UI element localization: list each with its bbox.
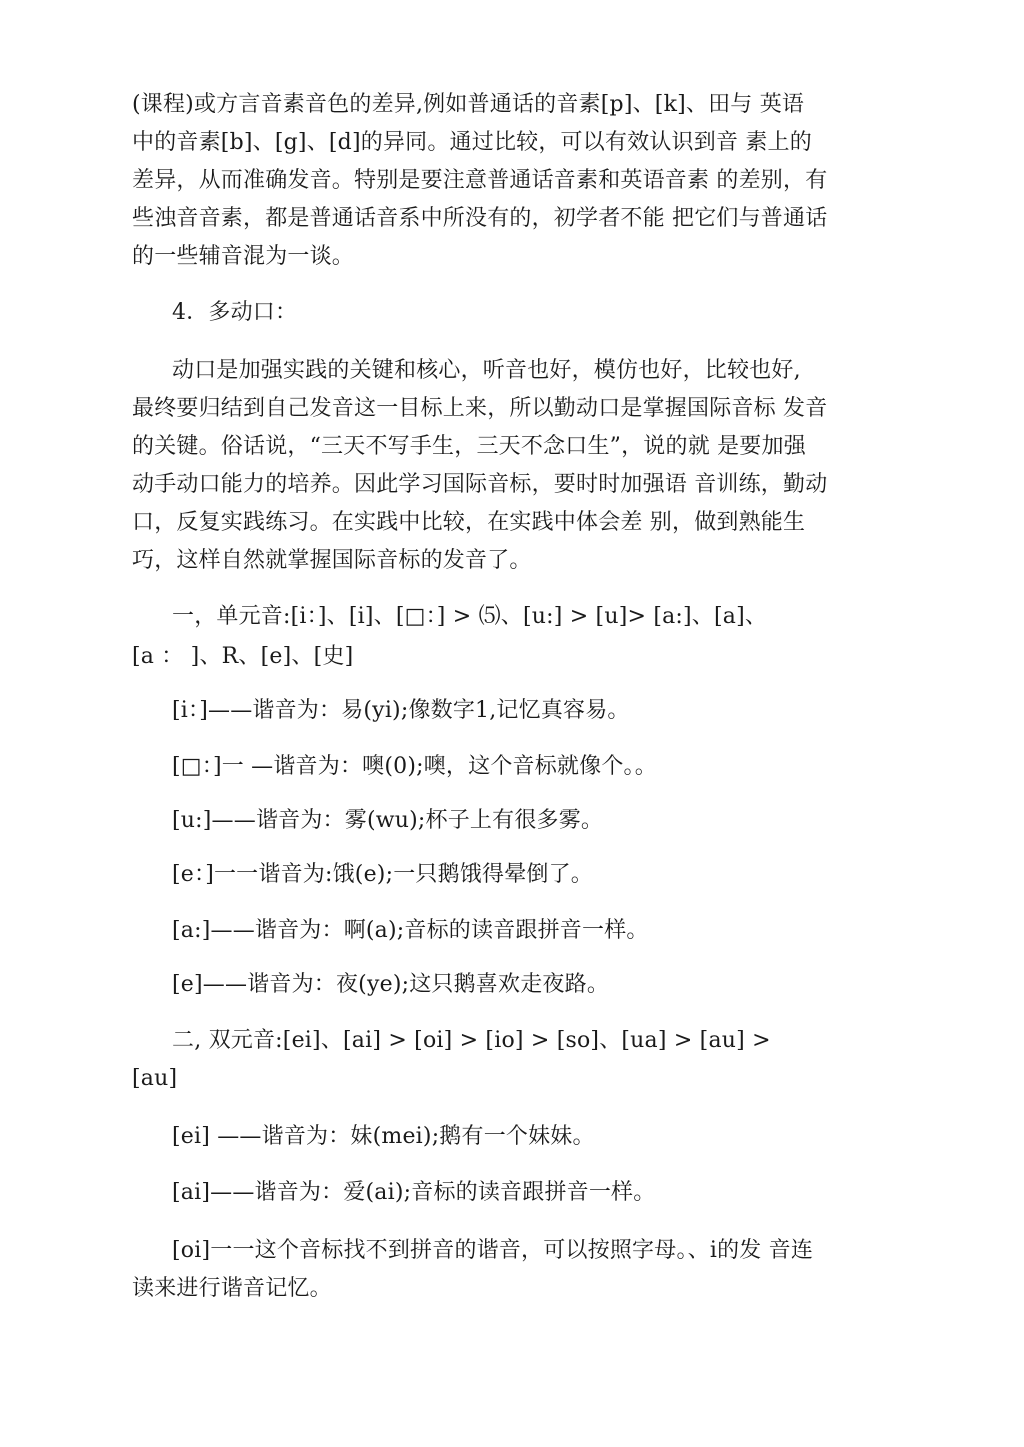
text-line: 最终要归结到自己发音这一目标上来，所以勤动口是掌握国际音标 发音	[132, 396, 828, 421]
entry-text: [u:]——谐音为：雾(wu);杯子上有很多雾。	[172, 808, 604, 833]
entry-text: [oi]一一这个音标找不到拼音的谐音，可以按照字母。、i的发 音连	[172, 1238, 814, 1263]
text-line: 的一些辅音混为一谈。	[132, 244, 355, 269]
text-line: 的关键。俗话说，“三天不写手生，三天不念口生”，说的就 是要加强	[132, 434, 806, 459]
entry-text: [□：]一 —谐音为：噢(0);噢，这个音标就像个。。	[172, 754, 657, 779]
entry-text: [e]——谐音为：夜(ye);这只鹅喜欢走夜路。	[172, 972, 610, 997]
text-line: 一，单元音:[i：]、[i]、[□：] > ⑸、[u:] > [u]> [a:]、[a]、	[172, 604, 768, 629]
text-line: [au]	[132, 1066, 178, 1091]
entry-text: [a:]——谐音为：啊(a);音标的读音跟拼音一样。	[172, 918, 649, 943]
text-line: 些浊音音素，都是普通话音系中所没有的，初学者不能 把它们与普通话	[132, 206, 828, 231]
text-line: 差异，从而准确发音。特别是要注意普通话音素和英语音素 的差别，有	[132, 168, 828, 193]
entry-text: [e：]一一谐音为:饿(e);一只鹅饿得晕倒了。	[172, 862, 593, 887]
entry-text: 读来进行谐音记忆。	[132, 1276, 332, 1301]
text-line: 二, 双元音:[ei]、[ai] > [oi] > [io] > [so]、[ua] > [au] >	[172, 1028, 771, 1053]
entry-text: [ei] ——谐音为：妹(mei);鹅有一个妹妹。	[172, 1124, 595, 1149]
text-line: (课程)或方言音素音色的差异,例如普通话的音素[p]、[k]、田与 英语	[132, 92, 805, 117]
heading-text: 4．多动口：	[172, 300, 298, 325]
text-line: 动口是加强实践的关键和核心，听音也好，模仿也好，比较也好,	[172, 358, 801, 383]
entry-text: [ai]——谐音为：爱(ai);音标的读音跟拼音一样。	[172, 1180, 656, 1205]
text-line: 口，反复实践练习。在实践中比较，在实践中体会差 别，做到熟能生	[132, 510, 806, 535]
entry-text: [i：]——谐音为：易(yi);像数字1,记忆真容易。	[172, 698, 630, 723]
text-line: [a ： ]、R、[e]、[史]	[132, 644, 354, 669]
text-line: 中的音素[b]、[g]、[d]的异同。通过比较，可以有效认识到音 素上的	[132, 130, 812, 155]
text-line: 巧，这样自然就掌握国际音标的发音了。	[132, 548, 532, 573]
text-line: 动手动口能力的培养。因此学习国际音标，要时时加强语 音训练，勤动	[132, 472, 828, 497]
